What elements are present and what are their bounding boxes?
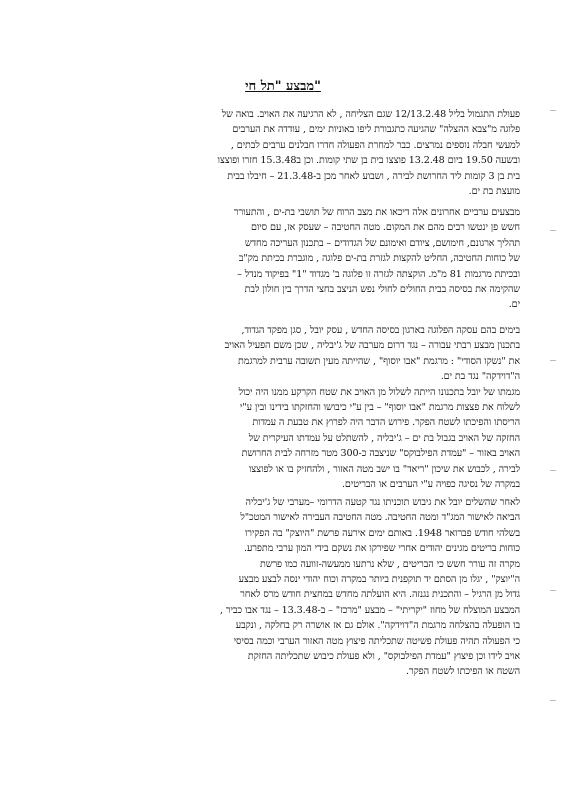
text-line: השטח או הפיכתו לשטח הפקר. — [406, 666, 520, 678]
text-line: את "נשקו הסודי" : מרגמת "אבו יוסוף" , שהייתה מעין תשובה ערבית למרגמת — [238, 355, 520, 367]
text-line: חשש פן ינטשו רבים מהם את המקום. מטה החטיבה – שעסק אז, עם סיום — [251, 222, 520, 234]
text-line: של כוחות החטיבה, החליט להקצות לגזרת בת-ים פלוגה , מוגברת בכיתת מק"ב — [238, 253, 520, 265]
text-line: ה"דוידקה" נגד בת ים. — [440, 371, 520, 383]
text-line: שהקימה את בסיסה בבית החולים לחולי נפש הניצב בחצי הדרך בין חולון לבת — [244, 284, 520, 296]
scan-margin-mark — [550, 230, 556, 231]
text-line: פלוגה מ"צבא ההצלה" שהגיעה כתגבורת ליפו באוניות ימים , עודדה את הערבים — [232, 124, 520, 136]
text-line: לאחר שהשלים יובל את גיבוש תוכניתו נגד קטעה הדרומי –מערבי של ג'יבליה — [245, 497, 520, 508]
scan-margin-mark — [550, 470, 556, 471]
text-line: הריסתו והפיכתו לשטח הפקר. פירוש הדבר היה לפרוץ את טבעת ה עמדות — [252, 417, 520, 429]
text-line: מבצעים ערביים אחרונים אלה דיכאו את מצב הרוח של תושבי בת-ים , והתעורר — [233, 207, 520, 218]
text-line: תהליך ארגונם, חימושם, ציודם ואימונם של הגדודים – בתכנון העריכה מחדש — [244, 237, 520, 249]
text-line: הביאה לאישור המג"ד ומטה החטיבה. מטה החטיבה העבירה לאישור המטכ"ל — [240, 512, 520, 524]
paragraph-3 — [75, 323, 520, 492]
text-line: במקרה של נסיגה כפויה ע"י הערבים או הבריטים. — [341, 479, 520, 491]
text-line: ובכיתת מרגמות 81 מ"מ. הוקצתה לגזרה זו פלוגה ב' מגדוד "1" בפיקוד מנדל – — [237, 268, 520, 280]
text-line: מקרה זה עורר חשש כי הבריטים , שלא נרתעו ממעשה-זוועה כמו פרשת — [260, 558, 520, 570]
scan-margin-mark — [550, 360, 556, 361]
text-line: לבירה , לכבוש את שיכון "ריאד" בו ישב מטה האזור , ולהחזיק בו או לפוצצו — [248, 463, 520, 475]
text-line: בו הופעלה בהצלחה מרגמת ה"דוידקה". אולם גם אז אושרה רק בחלקה , ונקבע — [235, 620, 520, 632]
text-line: החזקה של האויב בגבול בת ים – ג'יבליה , להשתלט על עמדתו העיקרית של — [248, 432, 520, 444]
text-line: לשלוח את פצצות מרגמת "אבו יוסוף" – בין ע"י כיבושו והחזקתו בידינו ובין ע"י — [239, 402, 520, 414]
text-line: המבצע המוצלח של מחוז "יקריתי" – מבצע "מרכז" – ב-13.3.48 – נגד אבו כביר , — [219, 604, 520, 616]
text-line: האויב באזור – "עמדת הפילבוקס" שניצבה כ-300 מטר מזרחה לבית החרושת — [241, 448, 520, 460]
scan-margin-mark — [550, 110, 556, 111]
scan-margin-mark — [550, 590, 556, 591]
text-line: מגמתו של יובל בתכנונו הייתה לשלול מן האויב את שטח הקרקע ממנו היה יכול — [238, 386, 520, 398]
text-line: בית בן 3 קומות ליד החרושת לבירה , ושבוע לאחר מכן ב-21.3.48 – חיבלו בבית — [227, 170, 520, 182]
text-line: בימים בהם עסקה הפלוגה בארגון בסיסה החדש , עסק יובל , סגן מפקד הגדוד, — [241, 325, 520, 336]
text-line: אויב לידו וכן פיצוץ "עמדת הפילבוקס" , ולא פעולת כיבוש שתכליתה החזקת — [247, 651, 520, 663]
paragraph-1 — [75, 107, 520, 199]
text-line: כי הפעולה תהיה פעולת פשיטה שתכליתה פיצוץ מטה האזור הערבי וכמה בסיסי — [233, 635, 520, 647]
paragraph-4 — [75, 495, 520, 680]
text-line: למעשי חבלה נוספים נמרצים. כבר למחרת הפעולה חדרו חבלנים ערבים לבתים , — [230, 139, 520, 151]
scan-margin-mark — [550, 700, 556, 701]
text-line: בתכנון מבצע רבתי עבורה – נגד דרום מערבה של ג'יבליה , שכן משם הפעיל האויב — [224, 340, 520, 352]
paragraph-2 — [75, 205, 520, 313]
text-line: ים. — [508, 299, 520, 311]
text-line: בשלהי חודש פברואר 1948. באותם ימים אירעה פרשת "היוצק" בה הפקירו — [244, 527, 520, 539]
text-line: ובשעה 19.50 ביום 13.2.48 פוצצו בית בן שתי קומות. וכן ב15.3.48 חזרו ופוצצו — [217, 155, 520, 167]
text-line: גדול מן הרגיל – והתכנית נגנזה. היא הועלתה מחדש במחצית חודש מרס לאחר — [240, 589, 520, 601]
text-line: כוחות בריטים מגינים יהודים אחרי שפירקו את נשקם בידי המון ערבי מתפרע. — [244, 543, 520, 555]
text-line: מועצת בת ים. — [468, 186, 520, 198]
page-title: מבצע "תל חי" — [245, 79, 321, 94]
text-line: פעולת התגמול בליל 12/13.2.48 שגם הצליחה , לא הרגיעה את האויב. בואה של — [221, 109, 520, 120]
text-line: ה"יוצק" , יגלו מן הסתם יד תוקפנית ביותר במקרה וכוח יהודי ינסה לבצע מבצע — [238, 574, 520, 586]
